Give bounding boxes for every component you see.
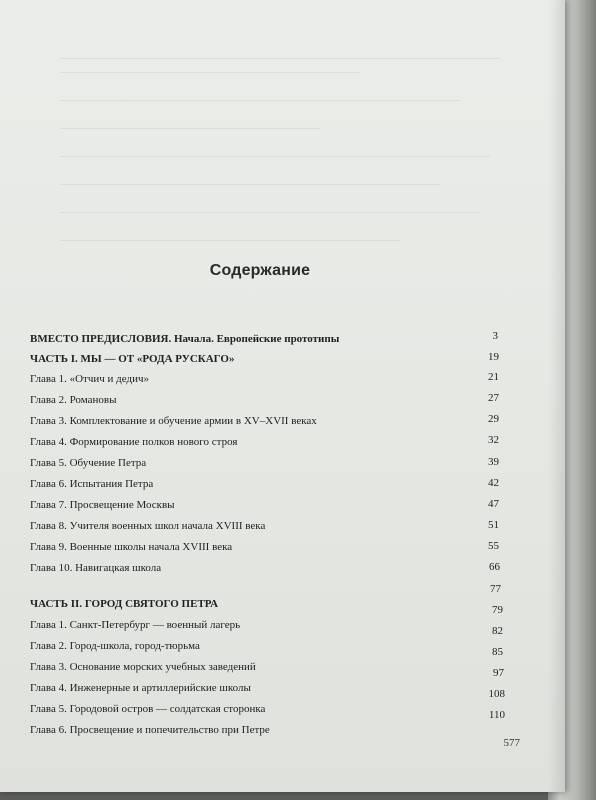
toc-part-heading: ВМЕСТО ПРЕДИСЛОВИЯ. Начала. Европейские прототипы [30, 333, 340, 345]
toc-chapter-entry: Глава 3. Основание морских учебных заведений [30, 661, 256, 673]
toc-page-number: 42 [488, 477, 499, 489]
bleed-through-line [60, 212, 480, 213]
toc-chapter-entry: Глава 5. Городовой остров — солдатская сторонка [30, 703, 266, 715]
toc-chapter-entry: Глава 1. «Отчич и дедич» [30, 373, 150, 385]
toc-page-number: 51 [488, 519, 499, 531]
toc-page-number: 110 [488, 709, 505, 721]
bleed-through-line [60, 128, 320, 129]
toc-title: Содержание [209, 262, 311, 279]
bleed-through-line [60, 100, 460, 101]
toc-chapter-entry: Глава 9. Военные школы начала XVIII века [30, 541, 233, 553]
toc-page-number: 85 [492, 646, 503, 658]
toc-page-number: 32 [488, 434, 499, 446]
toc-page-number: 27 [488, 392, 499, 404]
bleed-through-line [60, 184, 440, 185]
toc-chapter-entry: Глава 6. Просвещение и попечительство при Петре [30, 724, 270, 736]
toc-page-number: 3 [492, 330, 498, 342]
bleed-through-line [60, 72, 360, 73]
toc-chapter-entry: Глава 1. Санкт-Петербург — военный лагерь [30, 619, 241, 631]
bleed-through-line [60, 156, 490, 157]
bleed-through-line [60, 240, 400, 241]
toc-chapter-entry: Глава 3. Комплектование и обучение армии в XV–XVII веках [30, 415, 317, 427]
toc-page-number: 39 [488, 456, 499, 468]
toc-chapter-entry: Глава 5. Обучение Петра [30, 457, 147, 469]
toc-page-number: 79 [492, 604, 503, 616]
page-fold-shadow [548, 0, 565, 792]
toc-page-number: 19 [488, 351, 499, 363]
toc-chapter-entry: Глава 6. Испытания Петра [30, 478, 154, 490]
toc-chapter-entry: Глава 4. Инженерные и артиллерийские школы [30, 682, 251, 694]
toc-page-number: 47 [488, 498, 499, 510]
toc-page-number: 29 [488, 413, 499, 425]
toc-page-number: 66 [489, 561, 500, 573]
bleed-through-line [60, 58, 500, 59]
page-number: 577 [503, 737, 520, 749]
toc-page-number: 97 [493, 667, 504, 679]
toc-chapter-entry: Глава 2. Город-школа, город-тюрьма [30, 640, 200, 652]
toc-part-heading: ЧАСТЬ I. МЫ — ОТ «РОДА РУСКАГО» [30, 353, 235, 365]
toc-chapter-entry: Глава 2. Романовы [30, 394, 117, 406]
toc-page-number: 108 [488, 688, 505, 700]
toc-chapter-entry: Глава 4. Формирование полков нового строя [30, 436, 238, 448]
toc-chapter-entry: Глава 8. Учителя военных школ начала XVIII века [30, 520, 266, 532]
toc-page-number: 77 [490, 583, 501, 595]
toc-chapter-entry: Глава 7. Просвещение Москвы [30, 499, 175, 511]
toc-page-number: 82 [492, 625, 503, 637]
toc-chapter-entry: Глава 10. Навигацкая школа [30, 562, 162, 574]
toc-page-number: 21 [488, 371, 499, 383]
toc-part-heading: ЧАСТЬ II. ГОРОД СВЯТОГО ПЕТРА [30, 598, 219, 610]
toc-page-number: 55 [488, 540, 499, 552]
